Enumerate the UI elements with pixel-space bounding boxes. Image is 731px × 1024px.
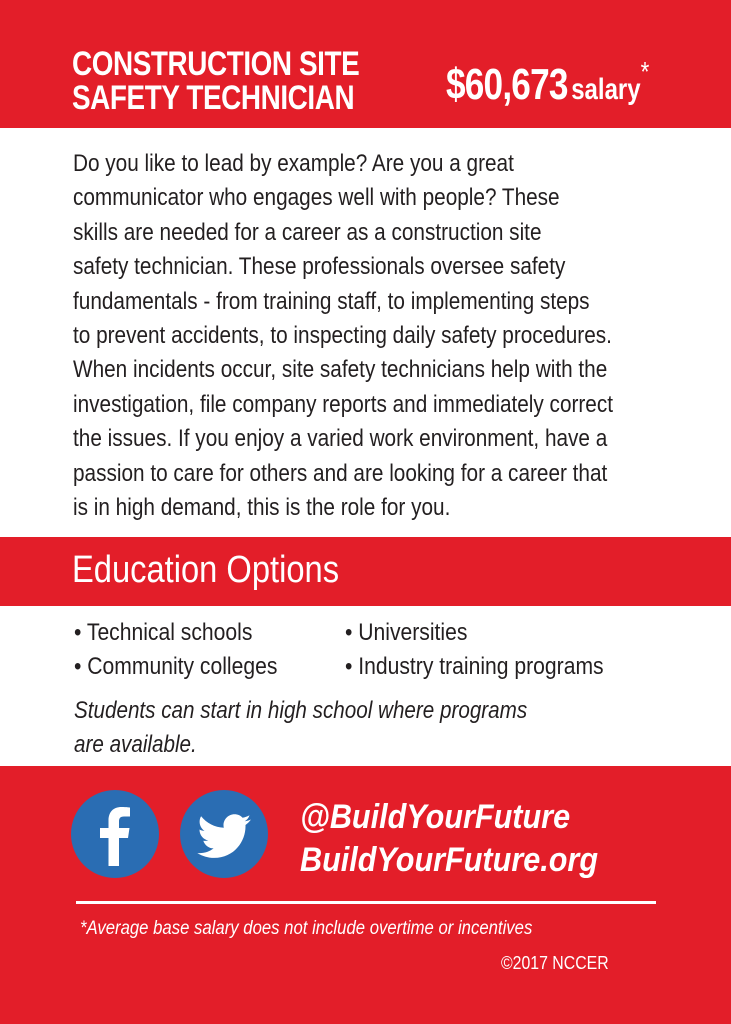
salary-asterisk: * — [640, 56, 650, 87]
education-note-line-1: Students can start in high school where programs — [74, 697, 528, 724]
copyright: ©2017 NCCER — [501, 953, 609, 973]
facebook-icon[interactable] — [71, 790, 159, 878]
description-line: investigation, file company reports and immediately correct — [73, 390, 614, 418]
job-title-line-2: SAFETY TECHNICIAN — [72, 79, 355, 117]
facebook-glyph — [71, 790, 159, 878]
description-line: communicator who engages well with people? These — [73, 184, 560, 212]
description-line: When incidents occur, site safety technicians help with the — [73, 356, 608, 384]
salary-amount: $60,673 — [446, 60, 568, 109]
description-line: to prevent accidents, to inspecting daily safety procedures. — [73, 322, 612, 350]
education-note-line-2: are available. — [74, 731, 197, 758]
footer-divider — [76, 901, 656, 904]
description-line: safety technician. These professionals oversee safety — [73, 253, 566, 281]
education-title: Education Options — [72, 549, 340, 591]
education-option-universities: • Universities — [345, 619, 468, 646]
education-option-industry-training: • Industry training programs — [345, 653, 604, 680]
description-line: is in high demand, this is the role for you. — [73, 494, 451, 522]
job-title-line-1: CONSTRUCTION SITE — [72, 45, 360, 83]
salary-label: salary — [571, 73, 641, 106]
job-description — [73, 147, 673, 525]
salary-disclaimer: *Average base salary does not include overtime or incentives — [80, 918, 533, 939]
website-link[interactable]: BuildYourFuture.org — [300, 841, 599, 879]
description-line: passion to care for others and are looking for a career that — [73, 459, 608, 487]
description-line: the issues. If you enjoy a varied work environment, have a — [73, 425, 608, 453]
salary — [446, 56, 650, 110]
twitter-glyph — [180, 790, 268, 878]
education-option-community-colleges: • Community colleges — [74, 653, 278, 680]
social-handle[interactable]: @BuildYourFuture — [300, 798, 571, 836]
description-line: Do you like to lead by example? Are you a great — [73, 150, 514, 177]
description-line: fundamentals - from training staff, to implementing steps — [73, 287, 590, 315]
description-line: skills are needed for a career as a construction site — [73, 218, 542, 246]
education-option-technical-schools: • Technical schools — [74, 619, 253, 646]
twitter-icon[interactable] — [180, 790, 268, 878]
